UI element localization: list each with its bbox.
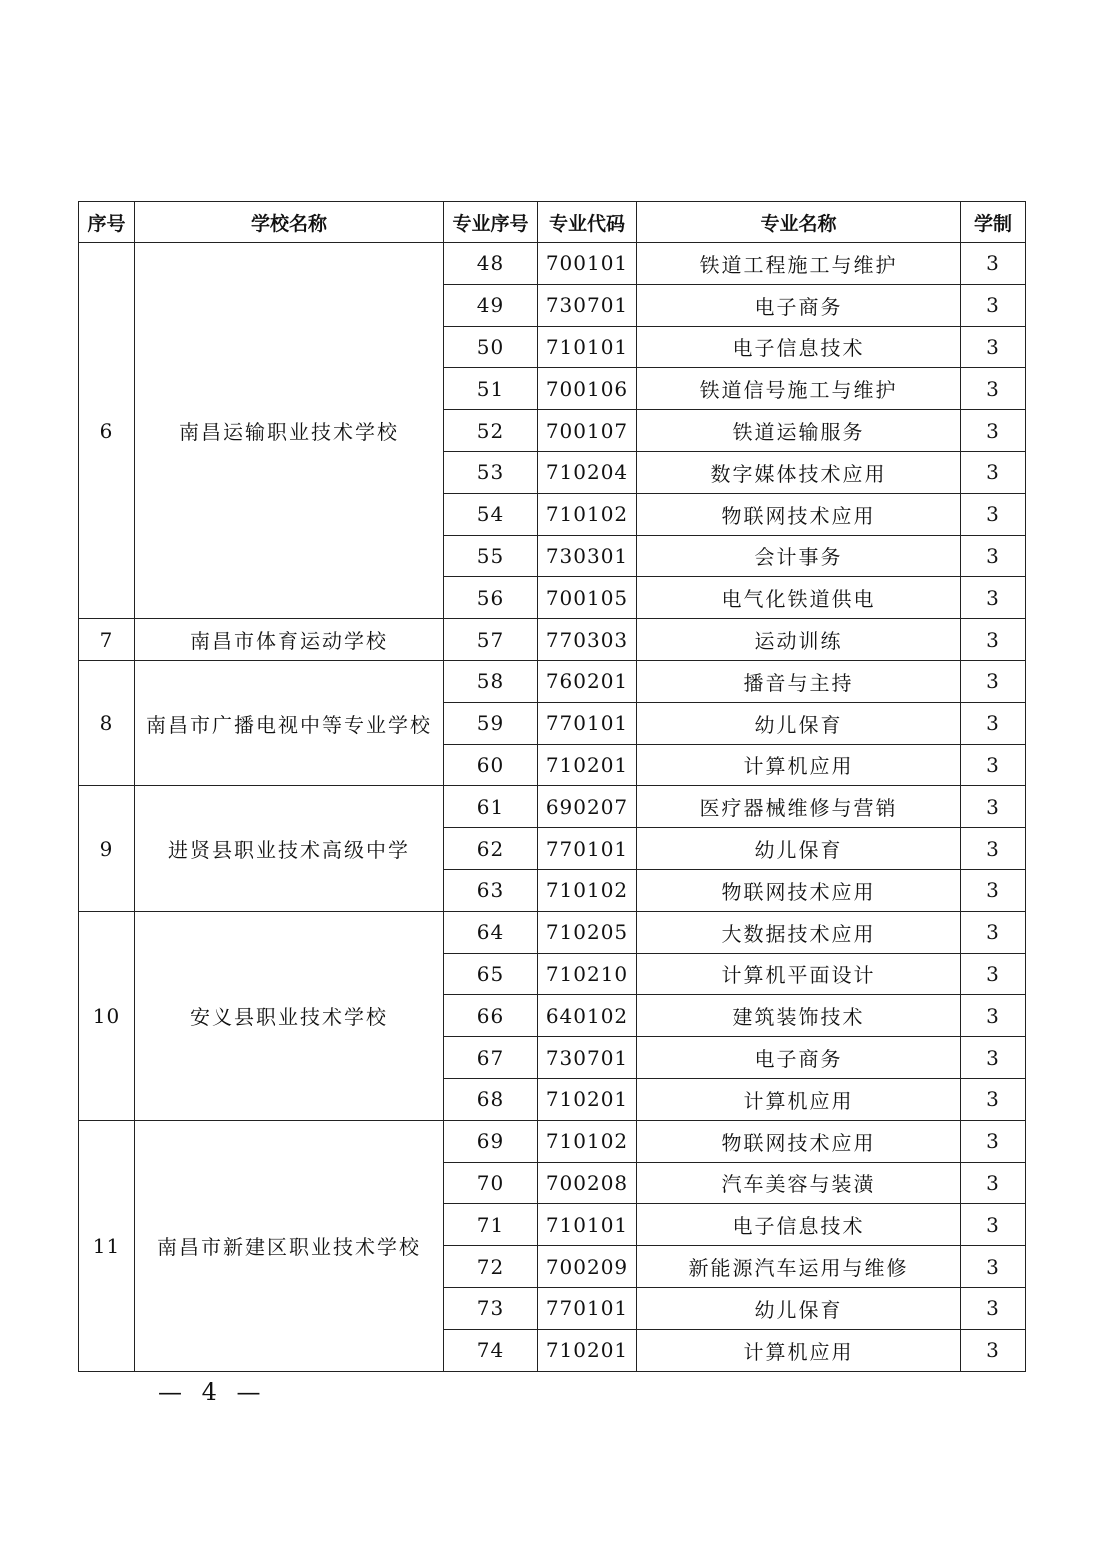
school-name-cell: 安义县职业技术学校	[135, 911, 444, 1120]
major-index-cell: 72	[444, 1246, 538, 1288]
major-index-cell: 67	[444, 1037, 538, 1079]
major-name-cell: 计算机应用	[637, 1329, 961, 1371]
major-code-cell: 710101	[538, 1204, 637, 1246]
major-name-cell: 电子商务	[637, 284, 961, 326]
major-index-cell: 55	[444, 535, 538, 577]
major-index-cell: 71	[444, 1204, 538, 1246]
table-row	[79, 660, 1026, 702]
major-index-cell: 65	[444, 953, 538, 995]
major-name-cell: 物联网技术应用	[637, 1120, 961, 1162]
major-code-cell: 730701	[538, 1037, 637, 1079]
school-index-cell: 8	[79, 660, 135, 785]
major-name-cell: 电子商务	[637, 1037, 961, 1079]
major-code-cell: 730301	[538, 535, 637, 577]
major-index-cell: 48	[444, 243, 538, 285]
major-name-cell: 数字媒体技术应用	[637, 451, 961, 493]
header-major-index: 专业序号	[444, 202, 538, 243]
duration-cell: 3	[961, 1287, 1026, 1329]
major-index-cell: 51	[444, 368, 538, 410]
table-header-row	[79, 202, 1026, 243]
major-code-cell: 700101	[538, 243, 637, 285]
duration-cell: 3	[961, 619, 1026, 661]
duration-cell: 3	[961, 1120, 1026, 1162]
major-code-cell: 700106	[538, 368, 637, 410]
duration-cell: 3	[961, 326, 1026, 368]
school-name-cell: 南昌运输职业技术学校	[135, 243, 444, 619]
major-code-cell: 640102	[538, 995, 637, 1037]
major-name-cell: 铁道运输服务	[637, 410, 961, 452]
duration-cell: 3	[961, 1162, 1026, 1204]
major-name-cell: 计算机平面设计	[637, 953, 961, 995]
school-index-cell: 9	[79, 786, 135, 911]
school-index-cell: 7	[79, 619, 135, 661]
major-index-cell: 57	[444, 619, 538, 661]
page-number: — 4 —	[158, 1378, 267, 1406]
major-name-cell: 医疗器械维修与营销	[637, 786, 961, 828]
major-name-cell: 新能源汽车运用与维修	[637, 1246, 961, 1288]
header-index: 序号	[79, 202, 135, 243]
major-name-cell: 电子信息技术	[637, 326, 961, 368]
major-code-cell: 730701	[538, 284, 637, 326]
major-index-cell: 50	[444, 326, 538, 368]
duration-cell: 3	[961, 702, 1026, 744]
table-row	[79, 911, 1026, 953]
major-code-cell: 710201	[538, 1078, 637, 1120]
major-index-cell: 59	[444, 702, 538, 744]
major-code-cell: 760201	[538, 660, 637, 702]
major-code-cell: 710102	[538, 1120, 637, 1162]
major-name-cell: 计算机应用	[637, 744, 961, 786]
major-name-cell: 运动训练	[637, 619, 961, 661]
major-code-cell: 770101	[538, 702, 637, 744]
major-name-cell: 铁道信号施工与维护	[637, 368, 961, 410]
duration-cell: 3	[961, 995, 1026, 1037]
duration-cell: 3	[961, 1204, 1026, 1246]
major-code-cell: 700208	[538, 1162, 637, 1204]
major-code-cell: 770101	[538, 828, 637, 870]
major-name-cell: 电子信息技术	[637, 1204, 961, 1246]
duration-cell: 3	[961, 577, 1026, 619]
duration-cell: 3	[961, 869, 1026, 911]
duration-cell: 3	[961, 368, 1026, 410]
duration-cell: 3	[961, 1329, 1026, 1371]
school-index-cell: 11	[79, 1120, 135, 1371]
header-duration: 学制	[961, 202, 1026, 243]
major-code-cell: 700209	[538, 1246, 637, 1288]
major-code-cell: 710205	[538, 911, 637, 953]
major-name-cell: 幼儿保育	[637, 702, 961, 744]
duration-cell: 3	[961, 744, 1026, 786]
major-code-cell: 710101	[538, 326, 637, 368]
major-code-cell: 770101	[538, 1287, 637, 1329]
major-code-cell: 770303	[538, 619, 637, 661]
major-index-cell: 63	[444, 869, 538, 911]
school-index-cell: 10	[79, 911, 135, 1120]
duration-cell: 3	[961, 828, 1026, 870]
major-index-cell: 49	[444, 284, 538, 326]
major-index-cell: 53	[444, 451, 538, 493]
major-name-cell: 汽车美容与装潢	[637, 1162, 961, 1204]
table-row	[79, 243, 1026, 285]
major-code-cell: 710102	[538, 869, 637, 911]
school-index-cell: 6	[79, 243, 135, 619]
major-name-cell: 幼儿保育	[637, 828, 961, 870]
majors-table	[78, 201, 1026, 1372]
school-name-cell: 进贤县职业技术高级中学	[135, 786, 444, 911]
major-code-cell: 710102	[538, 493, 637, 535]
major-index-cell: 69	[444, 1120, 538, 1162]
major-name-cell: 幼儿保育	[637, 1287, 961, 1329]
major-index-cell: 74	[444, 1329, 538, 1371]
major-name-cell: 电气化铁道供电	[637, 577, 961, 619]
duration-cell: 3	[961, 786, 1026, 828]
duration-cell: 3	[961, 1078, 1026, 1120]
major-index-cell: 66	[444, 995, 538, 1037]
major-index-cell: 62	[444, 828, 538, 870]
major-index-cell: 54	[444, 493, 538, 535]
major-index-cell: 61	[444, 786, 538, 828]
major-index-cell: 58	[444, 660, 538, 702]
duration-cell: 3	[961, 1246, 1026, 1288]
major-code-cell: 700105	[538, 577, 637, 619]
major-index-cell: 56	[444, 577, 538, 619]
major-name-cell: 铁道工程施工与维护	[637, 243, 961, 285]
major-index-cell: 68	[444, 1078, 538, 1120]
school-name-cell: 南昌市新建区职业技术学校	[135, 1120, 444, 1371]
duration-cell: 3	[961, 451, 1026, 493]
table-body	[79, 243, 1026, 1372]
duration-cell: 3	[961, 410, 1026, 452]
duration-cell: 3	[961, 535, 1026, 577]
duration-cell: 3	[961, 660, 1026, 702]
major-code-cell: 710204	[538, 451, 637, 493]
header-major-name: 专业名称	[637, 202, 961, 243]
major-index-cell: 52	[444, 410, 538, 452]
duration-cell: 3	[961, 911, 1026, 953]
major-code-cell: 710201	[538, 1329, 637, 1371]
school-name-cell: 南昌市广播电视中等专业学校	[135, 660, 444, 785]
major-name-cell: 会计事务	[637, 535, 961, 577]
table-row	[79, 619, 1026, 661]
major-code-cell: 690207	[538, 786, 637, 828]
school-name-cell: 南昌市体育运动学校	[135, 619, 444, 661]
duration-cell: 3	[961, 243, 1026, 285]
duration-cell: 3	[961, 284, 1026, 326]
major-name-cell: 计算机应用	[637, 1078, 961, 1120]
table-row	[79, 786, 1026, 828]
major-index-cell: 60	[444, 744, 538, 786]
major-code-cell: 710201	[538, 744, 637, 786]
major-index-cell: 64	[444, 911, 538, 953]
major-name-cell: 物联网技术应用	[637, 493, 961, 535]
duration-cell: 3	[961, 953, 1026, 995]
header-major-code: 专业代码	[538, 202, 637, 243]
header-school-name: 学校名称	[135, 202, 444, 243]
table-row	[79, 1120, 1026, 1162]
major-name-cell: 播音与主持	[637, 660, 961, 702]
major-code-cell: 710210	[538, 953, 637, 995]
major-index-cell: 73	[444, 1287, 538, 1329]
duration-cell: 3	[961, 1037, 1026, 1079]
major-index-cell: 70	[444, 1162, 538, 1204]
major-code-cell: 700107	[538, 410, 637, 452]
duration-cell: 3	[961, 493, 1026, 535]
major-name-cell: 物联网技术应用	[637, 869, 961, 911]
major-name-cell: 建筑装饰技术	[637, 995, 961, 1037]
major-name-cell: 大数据技术应用	[637, 911, 961, 953]
